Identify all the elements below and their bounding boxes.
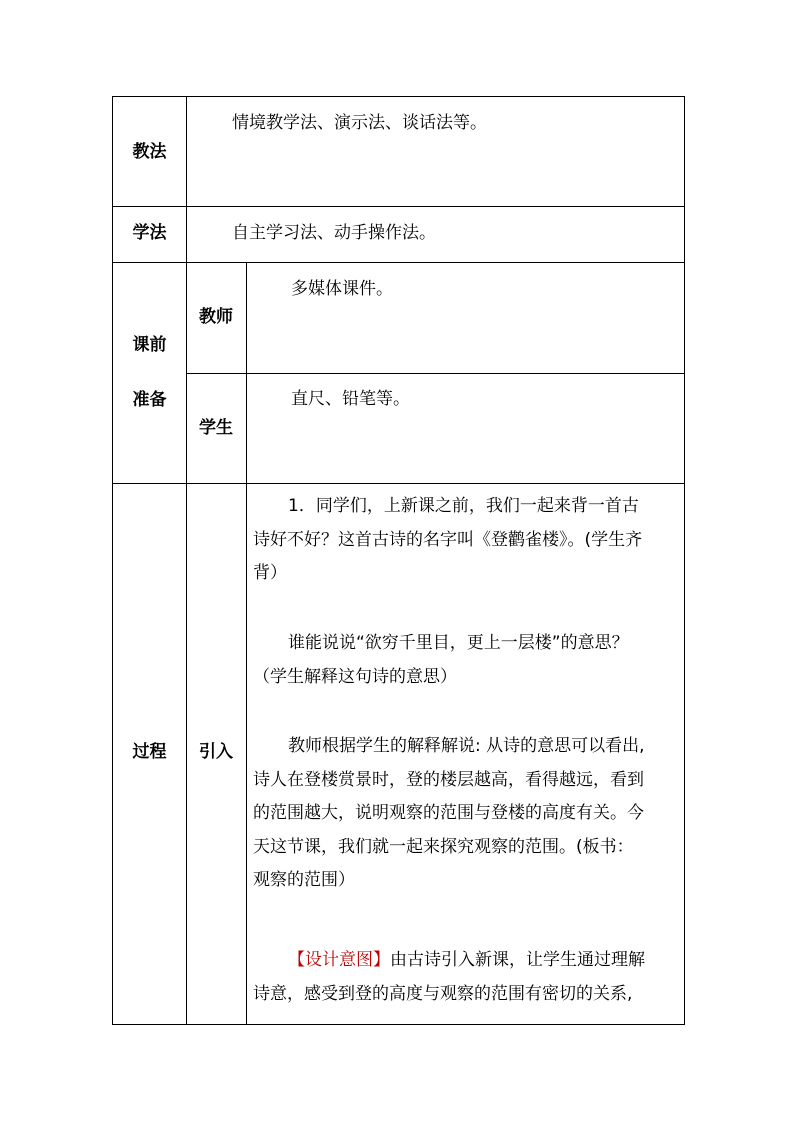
column-divider xyxy=(186,97,187,1024)
preparation-label-line2: 准备 xyxy=(132,390,167,410)
row-divider xyxy=(113,262,684,263)
stage-label: 引入 xyxy=(199,742,233,762)
row-divider xyxy=(113,483,684,484)
teacher-content: 多媒体课件。 xyxy=(291,279,393,299)
design-intent-tag: 【设计意图】 xyxy=(288,950,390,970)
text-line: 1．同学们，上新课之前，我们一起来背一首古 xyxy=(288,496,639,516)
column-divider xyxy=(246,262,247,1024)
text-line: 背） xyxy=(253,563,287,583)
row-divider xyxy=(186,373,684,374)
row-divider xyxy=(113,206,684,207)
teaching-method-content: 情境教学法、演示法、谈话法等。 xyxy=(232,113,487,133)
design-intent-text: 由古诗引入新课，让学生通过理解 xyxy=(390,950,645,970)
student-content: 直尺、铅笔等。 xyxy=(291,389,410,409)
design-intent-paragraph xyxy=(253,944,683,1011)
teaching-method-label: 教法 xyxy=(132,142,167,162)
text-line: 天这节课，我们就一起来探究观察的范围。(板书： xyxy=(253,836,634,857)
preparation-label-line1: 课前 xyxy=(132,335,167,355)
student-label: 学生 xyxy=(199,418,233,438)
intro-paragraph-2 xyxy=(253,627,683,694)
text-line: 诗人在登楼赏景时，登的楼层越高，看得越远，看到 xyxy=(253,769,644,790)
text-line xyxy=(253,944,683,978)
learning-method-label: 学法 xyxy=(132,223,167,243)
teacher-label: 教师 xyxy=(199,307,233,327)
text-line: 的范围越大，说明观察的范围与登楼的高度有关。今 xyxy=(253,803,644,823)
learning-method-content: 自主学习法、动手操作法。 xyxy=(232,223,436,243)
text-line: 观察的范围） xyxy=(253,870,355,890)
text-line: 诗好不好？这首古诗的名字叫《登鹳雀楼》。(学生齐 xyxy=(253,529,643,550)
text-line: 谁能说说“欲穷千里目，更上一层楼”的意思？ xyxy=(288,633,629,653)
text-line: 教师根据学生的解释解说: 从诗的意思可以看出, xyxy=(288,736,645,756)
intro-paragraph-3 xyxy=(253,730,683,898)
lesson-plan-table xyxy=(112,96,685,1025)
text-line: （学生解释这句诗的意思） xyxy=(253,666,457,687)
intro-paragraph-1 xyxy=(253,490,683,591)
text-line: 诗意，感受到登的高度与观察的范围有密切的关系, xyxy=(253,983,633,1004)
process-label: 过程 xyxy=(132,742,167,762)
